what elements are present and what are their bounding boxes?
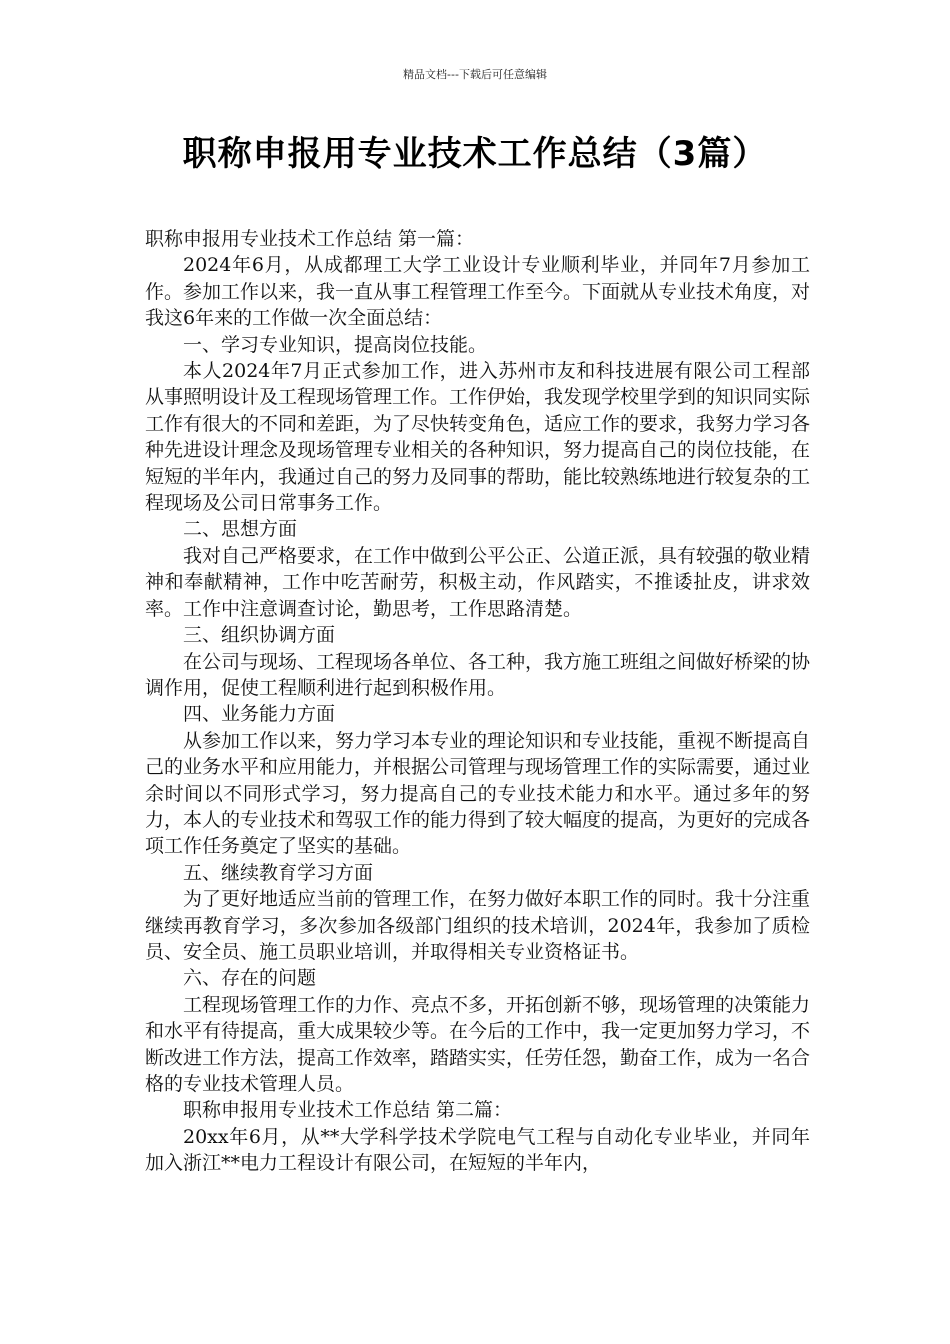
body-paragraph: 二、思想方面 (183, 518, 298, 541)
body-paragraph: 五、继续教育学习方面 (183, 861, 374, 884)
body-paragraph: 六、存在的问题 (183, 967, 317, 990)
body-paragraph: 在公司与现场、工程现场各单位、各工种，我方施工班组之间做好桥梁的协调作用，促使工程顺利进行起到积极作用。 (145, 650, 811, 699)
body-paragraph: 职称申报用专业技术工作总结 第一篇： (145, 228, 475, 250)
document-body (145, 226, 810, 1177)
body-paragraph: 我对自己严格要求，在工作中做到公平公正、公道正派，具有较强的敬业精神和奉献精神，工作中吃苦耐劳，积极主动，作风踏实，不推诿扯皮，讲求效率。工作中注意调查讨论，勤思考，工作思路清楚。 (145, 544, 811, 620)
body-paragraph: 20xx年6月，从**大学科学技术学院电气工程与自动化专业毕业，并同年加入浙江**电力工程设计有限公司，在短短的半年内， (145, 1125, 810, 1175)
body-paragraph: 本人2024年7月正式参加工作，进入苏州市友和科技进展有限公司工程部从事照明设计及工程现场管理工作。工作伊始，我发现学校里学到的知识同实际工作有很大的不同和差距，为了尽快转变角色，适应工作的要求，我努力学习各种先进设计理念及现场管理专业相关的各种知识，努力提高自己的岗位技能，在短短的半年内，我通过自己的努力及同事的帮助，能比较熟练地进行较复杂的工程现场及公司日常事务工作。 (145, 360, 811, 515)
body-paragraph: 职称申报用专业技术工作总结 第二篇： (183, 1099, 513, 1122)
body-paragraph: 一、学习专业知识，提高岗位技能。 (183, 333, 488, 356)
header-note: 精品文档---下载后可任意编辑 (403, 68, 547, 81)
body-paragraph: 为了更好地适应当前的管理工作，在努力做好本职工作的同时。我十分注重继续再教育学习，多次参加各级部门组织的技术培训，2024年，我参加了质检员、安全员、施工员职业培训，并取得相关专业资格证书。 (145, 888, 811, 963)
document-title: 职称申报用专业技术工作总结（3篇） (182, 134, 768, 174)
body-paragraph: 四、业务能力方面 (183, 703, 336, 726)
body-paragraph: 2024年6月，从成都理工大学工业设计专业顺利毕业，并同年7月参加工作。参加工作以来，我一直从事工程管理工作至今。下面就从专业技术角度，对我这6年来的工作做一次全面总结： (145, 254, 811, 330)
body-paragraph: 工程现场管理工作的力作、亮点不多，开拓创新不够，现场管理的决策能力和水平有待提高，重大成果较少等。在今后的工作中，我一定更加努力学习，不断改进工作方法，提高工作效率，踏踏实实，任劳任怨，勤奋工作，成为一名合格的专业技术管理人员。 (145, 993, 811, 1095)
body-paragraph: 从参加工作以来，努力学习本专业的理论知识和专业技能，重视不断提高自己的业务水平和应用能力，并根据公司管理与现场管理工作的实际需要，通过业余时间以不同形式学习，努力提高自己的专业技术能力和水平。通过多年的努力，本人的专业技术和驾驭工作的能力得到了较大幅度的提高，为更好的完成各项工作任务奠定了坚实的基础。 (145, 729, 811, 858)
body-paragraph: 三、组织协调方面 (183, 624, 336, 647)
